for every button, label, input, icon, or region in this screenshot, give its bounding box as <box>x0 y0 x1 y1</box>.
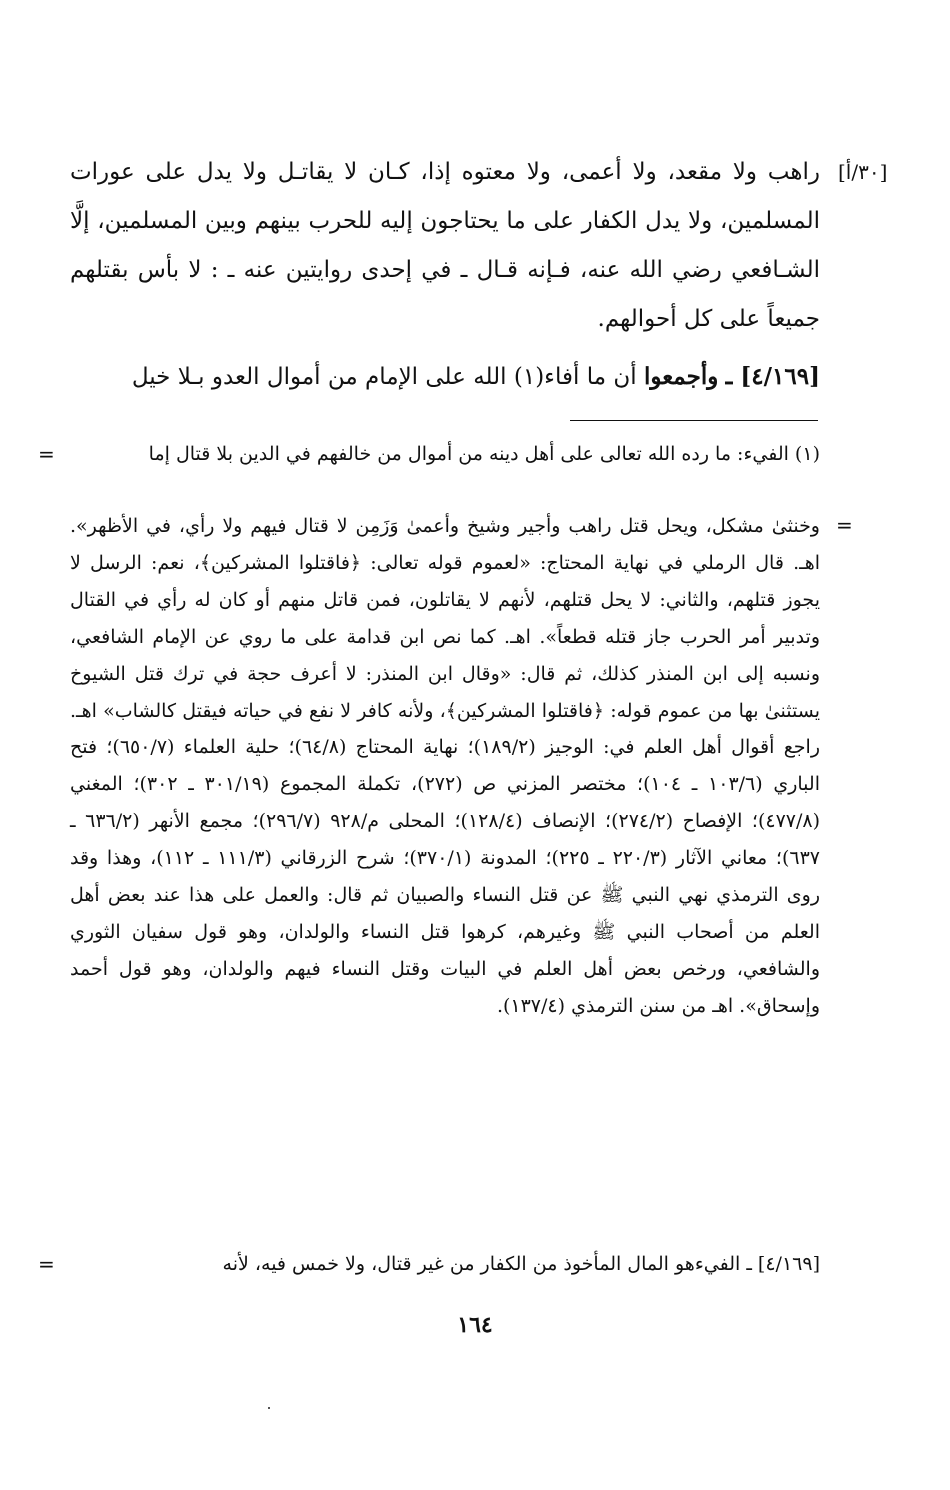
margin-reference-marker: [٣٠/أ] <box>838 160 888 184</box>
continuation-mark-end-2: = <box>38 1252 55 1276</box>
main-paragraph-2 <box>70 352 820 402</box>
continuation-mark-end: = <box>38 442 55 466</box>
paragraph-reference: [٤/١٦٩] ـ <box>725 363 820 390</box>
footnote-2: [٤/١٦٩] ـ الفيءهو المال المأخوذ من الكفار من غير قتال، ولا خمس فيه، لأنه <box>222 1253 820 1275</box>
paragraph-2-text: أن ما أفاء(١) الله على الإمام من أموال العدو بـلا خيل <box>131 364 637 390</box>
scan-speck <box>268 1407 270 1409</box>
main-paragraph-1: راهب ولا مقعد، ولا أعمى، ولا معتوه إذا، كـان لا يقاتـل ولا يدل على عورات المسلمين، ولا يدل الكفار على ما يحتاجون إليه للحرب بينهم وبين المسلمين، إلَّا الشـافعي رضي الله عنه، فـإنه قـال ـ في إحدى روايتين عنه ـ : لا بأس بقتلهم جميعاً على كل أحوالهم. <box>70 159 821 332</box>
footnote-1: (١) الفيء: ما رده الله تعالى على أهل دينه من أموال من خالفهم في الدين بلا قتال إما <box>148 443 820 465</box>
continuation-mark-start: = <box>836 513 853 537</box>
emphasized-word: وأجمعوا <box>643 363 719 390</box>
footnote-separator-rule <box>570 420 818 421</box>
main-text <box>70 148 820 402</box>
page-number: ١٦٤ <box>457 1312 493 1338</box>
footnote-1-continued: وخنثىٰ مشكل، ويحل قتل راهب وأجير وشيخ وأعمىٰ وَزَمِن لا قتال فيهم ولا رأي، في الأظهر». اهـ. قال الرملي في نهاية المحتاج: «لعموم قوله تعالى: ﴿فاقتلوا المشركين﴾، نعم: الرسل لا يجوز قتلهم، والثاني: لا يحل قتلهم، لأنهم لا يقاتلون، فمن قاتل منهم أو كان له رأي في القتال وتدبير أمر الحرب جاز قتله قطعاً». اهـ. كما نص ابن قدامة على ما روي عن الإمام الشافعي، ونسبه إلى ابن المنذر كذلك، ثم قال: «وقال ابن المنذر: لا أعرف حجة في ترك قتل الشيوخ يستثنىٰ بها من عموم قوله: ﴿فاقتلوا المشركين﴾، ولأنه كافر لا نفع في حياته فيقتل كالشاب» اهـ. راجع أقوال أهل العلم في: الوجيز (١٨٩/٢)؛ نهاية المحتاج (٦٤/٨)؛ حلية العلماء (٦٥٠/٧)؛ فتح الباري (١٠٣/٦ ـ ١٠٤)؛ مختصر المزني ص (٢٧٢)، تكملة المجموع (٣٠١/١٩ ـ ٣٠٢)؛ المغني (٤٧٧/٨)؛ الإفصاح (٢٧٤/٢)؛ الإنصاف (١٢٨/٤)؛ المحلى م/٩٢٨ (٢٩٦/٧)؛ مجمع الأنهر (٦٣٦/٢ ـ ٦٣٧)؛ معاني الآثار (٢٢٠/٣ ـ ٢٢٥)؛ المدونة (٣٧٠/١)؛ شرح الزرقاني (١١١/٣ ـ ١١٢)، وهذا وقد روى الترمذي نهي النبي ﷺ عن قتل النساء والصبيان ثم قال: والعمل على هذا عند بعض أهل العلم من أصحاب النبي ﷺ وغيرهم، كرهوا قتل النساء والولدان، وهو قول سفيان الثوري والشافعي، ورخص بعض أهل العلم في البيات وقتل النساء فيهم والولدان، وهو قول أحمد وإسحاق». اهـ من سنن الترمذي (١٣٧/٤). <box>70 515 821 1017</box>
